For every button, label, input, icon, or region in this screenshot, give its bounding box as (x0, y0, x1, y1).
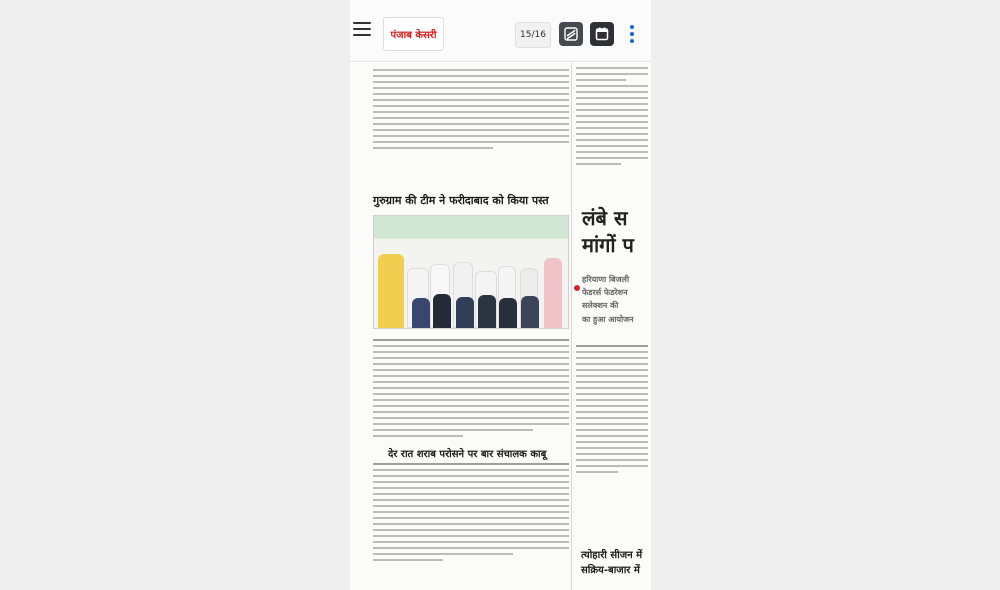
right-headline-line-2: मांगों प (582, 233, 634, 257)
festive-season-headline (581, 549, 642, 578)
right-headline-line-1: लंबे स (582, 206, 628, 230)
logo-text: पंजाब केसरी (390, 30, 437, 41)
right-subheading-4: का हुआ आयोजन (582, 314, 634, 324)
right-column-text-bottom (576, 345, 648, 477)
article-text-middle (373, 339, 569, 441)
article-text-bottom (373, 463, 569, 565)
column-separator (571, 63, 572, 590)
team-photo (373, 215, 569, 329)
calendar-icon[interactable] (590, 22, 614, 46)
festive-line-1: त्योहारी सीजन में (581, 550, 643, 561)
right-column-text-top (576, 67, 648, 169)
article-headline-2: देर रात शराब परोसने पर बार संचालक काबू (388, 449, 547, 460)
festive-line-2: सक्रिय-बाजार में (581, 564, 640, 576)
subhead-bullet (574, 285, 580, 291)
article-headline-1: गुरुग्राम की टीम ने फरीदाबाद को किया पस्त (373, 194, 549, 207)
top-app-bar (350, 0, 651, 62)
phone-screen (350, 0, 651, 590)
right-subheading-1: हरियाणा बिजली (582, 275, 630, 284)
hamburger-menu-icon[interactable] (353, 22, 371, 38)
right-subheading-2: फेडरर्स फेडरेशन (582, 288, 628, 298)
right-subheading (582, 273, 633, 326)
right-subheading-3: सलेक्शन की (582, 301, 619, 311)
page-counter[interactable]: 15/16 (515, 22, 551, 48)
article-text-top (373, 69, 569, 153)
newspaper-logo[interactable] (383, 17, 444, 51)
more-options-icon[interactable] (630, 25, 636, 45)
newspaper-page[interactable] (350, 63, 651, 590)
scroll-view-icon[interactable] (559, 22, 583, 46)
